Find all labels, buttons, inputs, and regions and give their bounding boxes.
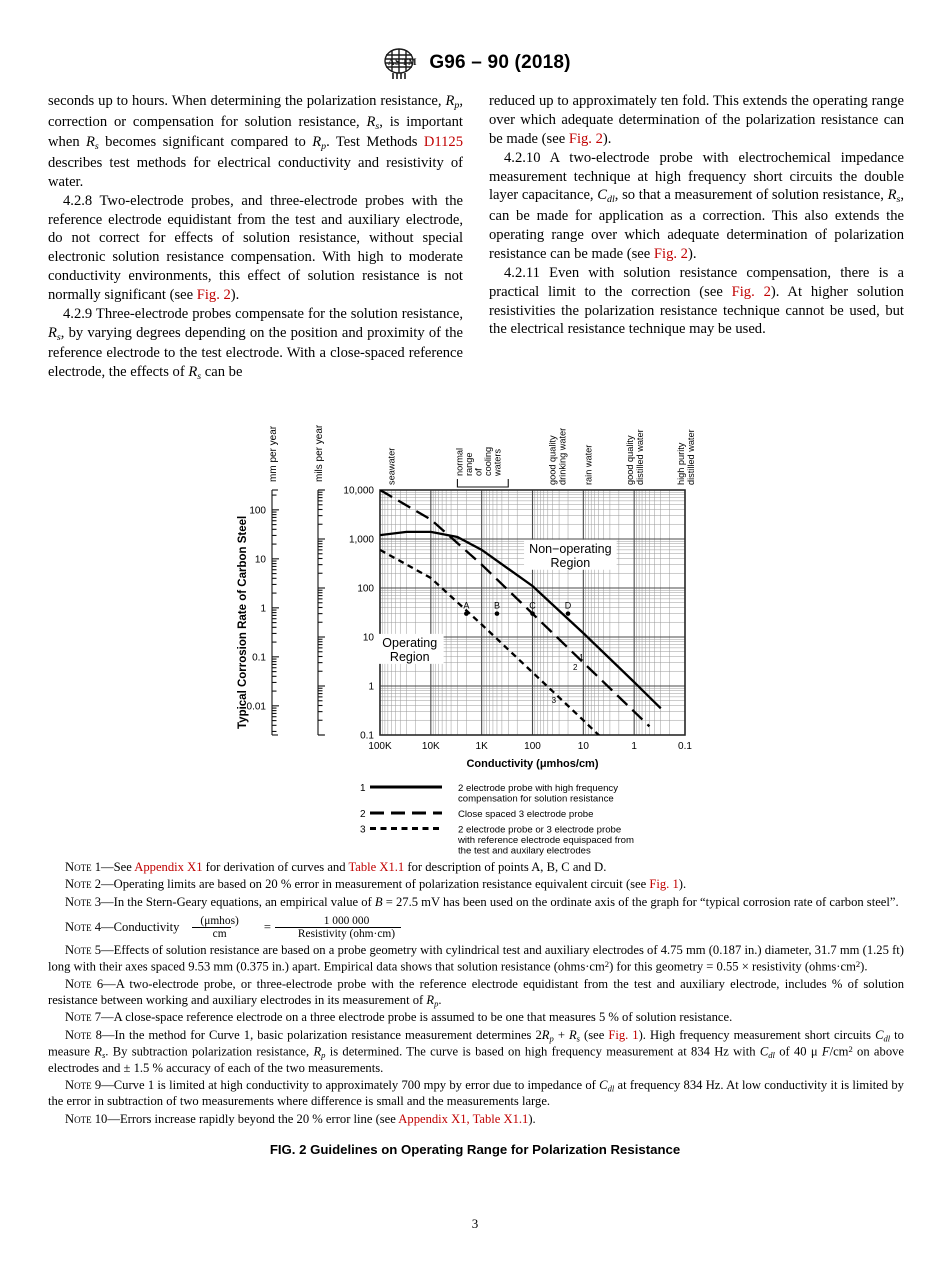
data-point-label-B: B: [493, 600, 500, 611]
x-axis-title: Conductivity (μmhos/cm): [466, 758, 599, 770]
y-tick-mm-0.01: 0.01: [246, 701, 266, 713]
page-number: 3: [471, 1216, 479, 1231]
conductivity-equation: [179, 915, 401, 942]
notes-section: [48, 860, 904, 1129]
note-label: Note 7: [65, 1010, 102, 1025]
y-tick-mils-1,000: 1,000: [348, 534, 374, 546]
svg-text:Operating: Operating: [382, 635, 438, 650]
fraction-numerator: 1 000 000: [323, 914, 370, 927]
mm-ruler: [272, 490, 279, 735]
y-tick-mm-1: 1: [260, 603, 266, 615]
note-label: Note 1: [65, 860, 102, 874]
x-tick-0.1: 0.1: [678, 741, 692, 752]
cross-reference-link[interactable]: Fig. 2: [568, 130, 603, 147]
annotation-drinking-water-line-2: drinking water: [557, 427, 568, 485]
annotation-cooling-waters-line-4: cooling: [482, 446, 493, 476]
fraction-denominator: Resistivity (ohm·cm): [275, 927, 401, 941]
paragraph-para-continued-right: reduced up to approximately ten fold. This extends the operating range over which adequate determination of the polarization resistance can be made (see Fig. 2).: [489, 93, 904, 147]
cooling-waters-bracket: [457, 479, 508, 487]
note-4: [48, 915, 904, 942]
fraction-resistivity: [275, 915, 401, 942]
paragraph-para-4-2-9: 4.2.9 Three-electrode probes compensate for the solution resistance, $R_s$, by varying degrees depending on the position and proximity of the reference electrode to the test electrode. With a close-spaced reference electrode, the effects of $R_s$ can be: [48, 305, 463, 383]
note-10: Note 10—Errors increase rapidly beyond the 20 % error line (see Appendix X1, Table X1.1).: [65, 1111, 536, 1126]
annotation-cooling-waters-line-2: range: [463, 452, 474, 476]
paragraph-para-continued: seconds up to hours. When determining the polarization resistance, $R_p$, correction or compensation for solution resistance, $R_s$, is important when $R_s$ becomes significant compared to $R_p$. Test Methods D1125 describes test methods for electrical conductivity and resistivity of water.: [48, 93, 464, 190]
x-tick-1K: 1K: [475, 741, 488, 752]
y-tick-mm-100: 100: [249, 505, 266, 517]
svg-text:M: M: [408, 57, 417, 67]
cross-reference-link[interactable]: Fig. 1: [649, 877, 679, 892]
annotation-seawater-line-1: seawater: [386, 447, 397, 485]
astm-logo-icon: [379, 46, 419, 80]
annotation-distilled-water-line-1: good quality: [625, 435, 636, 485]
svg-text:T: T: [402, 57, 409, 67]
data-point-label-C: C: [529, 600, 536, 611]
annotation-drinking-water-line-1: good quality: [547, 435, 558, 485]
svg-text:Region: Region: [389, 649, 430, 664]
data-point-label-A: A: [463, 600, 470, 611]
y-tick-mils-100: 100: [357, 583, 374, 595]
note-label: Note 9: [65, 1078, 102, 1093]
legend-entry-1: [360, 783, 618, 805]
right-column: [489, 92, 904, 384]
legend-key-3: 3: [360, 824, 366, 836]
cross-reference-link[interactable]: D1125: [423, 134, 464, 151]
curve-label-3: 3: [551, 695, 557, 705]
note-label: Note 4: [65, 919, 102, 934]
note-label: Note 3: [65, 894, 102, 909]
y-tick-mm-10: 10: [254, 554, 266, 566]
y-tick-mils-0.1: 0.1: [360, 730, 374, 742]
left-column: [48, 92, 463, 384]
annotation-distilled-water-line-2: distilled water: [635, 429, 646, 485]
svg-text:Non−operating: Non−operating: [529, 541, 612, 556]
x-tick-10K: 10K: [421, 741, 440, 752]
data-point-D: [566, 611, 571, 616]
fraction-numerator: (μmhos): [200, 914, 239, 927]
legend-entry-2: [360, 809, 593, 820]
note-label: Note 5: [65, 943, 102, 958]
note-5: Note 5—Effects of solution resistance are based on a probe geometry with cylindrical test and auxiliary electrodes of 4.75 mm (0.187 in.) diameter, 31.7 mm (1.25 ft) long with their axes spaced 9.53 mm (0.375 in.) apart. Empirical data shows that solution resistance $(ohms\cdot cm^2)$ for this geometry = 0.55 × resistivity $(ohms\cdot cm^2)$.: [48, 943, 904, 974]
note-label: Note 2: [65, 877, 102, 892]
note-8: Note 8—In the method for Curve 1, basic polarization resistance measurement determines $2R_p + R_s$ (see Fig. 1). High frequency measurement short circuits $C_{dl}$ to measure $R_s$. By subtraction polarization resistance, $R_p$ is determined. The curve is based on high frequency measurement at 834 Hz with $C_{dl}$ of 40 μ $F/cm^2$ on above electrodes and ± 1.5 % accuracy of each of the two measurements.: [48, 1027, 904, 1075]
note-lead-text: —Conductivity: [101, 919, 180, 934]
x-axis-ticks: [368, 741, 692, 752]
svg-text:A: A: [388, 57, 395, 67]
fraction-units: [179, 915, 242, 942]
cross-reference-link[interactable]: Appendix X1: [134, 860, 203, 874]
legend-text-3-2: with reference electrode equispaced from: [458, 835, 634, 846]
y-tick-mils-1: 1: [368, 681, 374, 693]
x-tick-1: 1: [631, 741, 637, 752]
annotation-high-purity-water-line-2: distilled water: [685, 429, 696, 485]
data-point-A: [464, 611, 469, 616]
legend-text-3-1: 2 electrode probe or 3 electrode probe: [458, 824, 622, 836]
cross-reference-link[interactable]: Fig. 2: [731, 283, 771, 300]
y-tick-mils-10: 10: [362, 632, 374, 644]
note-7: Note 7—A close-space reference electrode on a three electrode probe is assumed to be one that measures 5 % of solution resistance.: [65, 1010, 733, 1025]
mils-per-year-label: mils per year: [314, 424, 325, 482]
page-header: [0, 46, 950, 85]
paragraph-para-4-2-8: 4.2.8 Two-electrode probes, and three-electrode probes with the reference electrode equidistant from the test and auxiliary electrode, do not correct for effects of solution resistance, without special electronic solution resistance compensation. With high to moderate conductivity environments, this effect of solution resistance is not normally significant (see Fig. 2).: [48, 192, 463, 304]
x-tick-10: 10: [577, 741, 589, 752]
paragraph-para-4-2-10: 4.2.10 A two-electrode probe with electrochemical impedance measurement technique at high frequency short circuits the double layer capacitance, $C_{dl}$, so that a measurement of solution resistance, $R_s$, can be made for application as a correction. This also extends the operating range over which adequate determination of polarization resistance can be made (see Fig. 2).: [489, 149, 905, 262]
note-9: Note 9—Curve 1 is limited at high conductivity to approximately 700 mpy by error due to impedance of $C_{dl}$ at frequency 834 Hz. At low conductivity it is limited by the error in subtraction of two measurements where difference is small and the measurements large.: [48, 1078, 904, 1109]
curve-label-2: 2: [572, 663, 578, 673]
non-operating-region-label: [524, 540, 617, 570]
y-axis-ticks-mils: [343, 486, 374, 742]
note-3: Note 3—In the Stern-Geary equations, an empirical value of B = 27.5 mV has been used on the ordinate axis of the graph for “typical corrosion rate of carbon steel”.: [65, 894, 899, 909]
svg-text:S: S: [395, 57, 401, 67]
annotation-cooling-waters-line-3: of: [473, 468, 484, 476]
x-tick-100: 100: [524, 741, 541, 752]
operating-region-label: [376, 634, 444, 664]
document-title: G96 – 90 (2018): [429, 52, 571, 73]
data-point-B: [495, 611, 500, 616]
y-tick-mils-10,000: 10,000: [343, 485, 374, 497]
cross-reference-link[interactable]: Table X1.1: [348, 860, 405, 874]
y-tick-mm-0.1: 0.1: [252, 652, 266, 664]
figure-2: [228, 408, 698, 857]
annotation-high-purity-water-line-1: high purity: [675, 442, 686, 485]
data-point-C: [530, 611, 535, 616]
body-columns: [48, 92, 904, 384]
note-label: Note 8: [65, 1027, 102, 1042]
legend-text-1-2: compensation for solution resistance: [458, 793, 614, 805]
legend-key-1: 1: [360, 783, 366, 794]
cross-reference-link[interactable]: Fig. 1: [608, 1027, 639, 1042]
data-point-label-D: D: [564, 600, 572, 611]
note-label: Note 6: [65, 976, 104, 991]
legend-text-3-3: the test and auxilary electrodes: [458, 845, 591, 857]
legend-key-2: 2: [360, 809, 366, 820]
note-label: Note 10: [65, 1111, 108, 1126]
x-tick-100K: 100K: [368, 741, 392, 752]
figure-2-chart: [228, 408, 698, 857]
mils-ruler: [318, 490, 325, 735]
cross-reference-link[interactable]: Fig. 2: [196, 287, 231, 304]
curve-label-1: 1: [579, 652, 584, 662]
note-6: Note 6—A two-electrode probe, or three-electrode probe with the reference electrode equidistant from the test and auxiliary electrode, includes % of solution resistance between working and auxiliary electrodes in its measurement of $R_p$.: [48, 976, 904, 1009]
cross-reference-link[interactable]: Fig. 2: [653, 245, 688, 262]
y-axis-title: Typical Corrosion Rate of Carbon Steel: [237, 515, 249, 729]
fraction-denominator: cm: [192, 927, 231, 941]
svg-text:Region: Region: [550, 555, 591, 570]
note-1: Note 1—See Appendix X1 for derivation of curves and Table X1.1 for description of points A, B, C and D.: [65, 860, 607, 874]
note-2: Note 2—Operating limits are based on 20 % error in measurement of polarization resistance equivalent circuit (see Fig. 1).: [65, 877, 687, 892]
y-axis-ticks-mm: [247, 505, 267, 712]
legend-entry-3: [360, 825, 634, 857]
annotation-rain-water-line-1: rain water: [583, 444, 594, 485]
legend-text-1-1: 2 electrode probe with high frequency: [458, 783, 618, 794]
legend-text-2-1: Close spaced 3 electrode probe: [458, 809, 594, 820]
annotation-cooling-waters-line-5: waters: [492, 448, 503, 476]
cross-reference-link[interactable]: Appendix X1, Table X1.1: [398, 1111, 529, 1126]
mm-per-year-label: mm per year: [268, 425, 279, 482]
equals-sign: =: [263, 919, 271, 934]
annotation-cooling-waters-line-1: normal: [454, 447, 465, 476]
paragraph-para-4-2-11: 4.2.11 Even with solution resistance compensation, there is a practical limit to the correction (see Fig. 2). At higher solution resistivities the polarization resistance technique cannot be used, but the electrical resistance technique may be used.: [489, 264, 904, 338]
figure-caption: FIG. 2 Guidelines on Operating Range for Polarization Resistance: [269, 1142, 681, 1157]
